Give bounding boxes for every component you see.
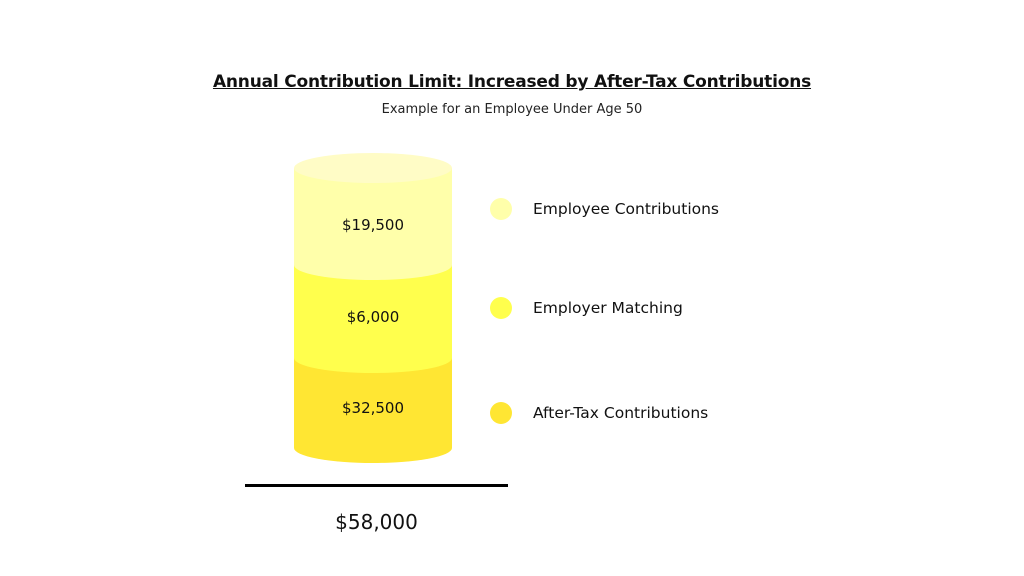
chart-title: Annual Contribution Limit: Increased by After-Tax Contributions <box>212 72 812 92</box>
legend-swatch-employee-contributions <box>490 198 512 220</box>
legend-item-employee-contributions <box>490 197 719 221</box>
legend-item-after-tax-contributions <box>490 401 708 425</box>
total-baseline <box>245 484 508 487</box>
data-label-after-tax-contributions: $32,500 <box>341 399 405 417</box>
data-label-employee-contributions: $19,500 <box>341 216 405 234</box>
cylinder-top <box>294 153 452 183</box>
total-value: $58,000 <box>335 510 418 534</box>
legend-label: Employer Matching <box>533 299 683 317</box>
data-label-employer-matching: $6,000 <box>346 308 400 326</box>
legend-swatch-after-tax-contributions <box>490 402 512 424</box>
chart-subtitle: Example for an Employee Under Age 50 <box>381 102 643 117</box>
legend-label: Employee Contributions <box>533 200 720 218</box>
legend-item-employer-matching <box>490 296 683 320</box>
legend-swatch-employer-matching <box>490 297 512 319</box>
legend-label: After-Tax Contributions <box>533 404 709 422</box>
